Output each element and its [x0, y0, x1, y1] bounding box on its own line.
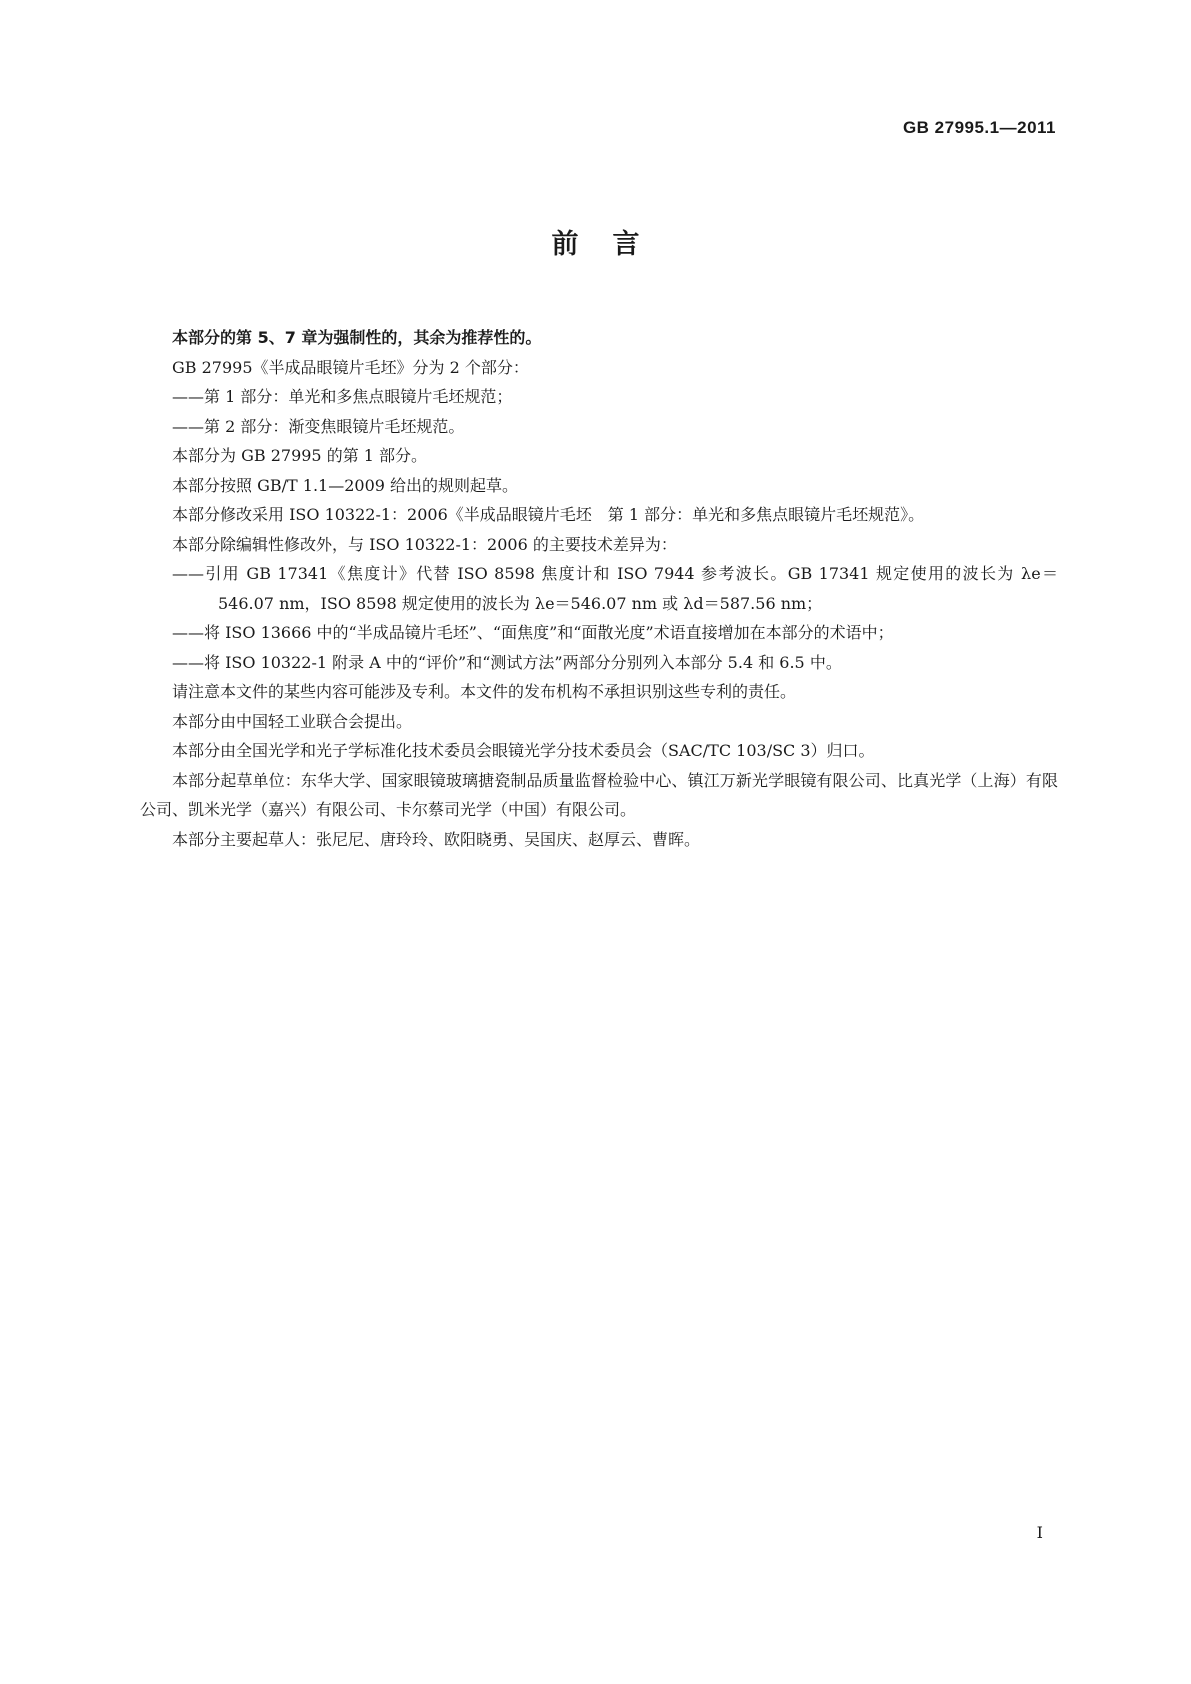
list-item-difference-3: ——将 ISO 10322-1 附录 A 中的“评价”和“测试方法”两部分分别列入本部分 5.4 和 6.5 中。 [172, 652, 842, 672]
paragraph-technical-committee: 本部分由全国光学和光子学标准化技术委员会眼镜光学分技术委员会（SAC/TC 103/SC 3）归口。 [172, 741, 875, 760]
paragraph-adoption: 本部分修改采用 ISO 10322-1：2006《半成品眼镜片毛坯 第 1 部分：单光和多焦点眼镜片毛坯规范》。 [172, 505, 925, 524]
page-title: 前言 [551, 229, 674, 260]
list-item-part-1: ——第 1 部分：单光和多焦点眼镜片毛坯规范； [172, 387, 513, 406]
list-item-part-2: ——第 2 部分：渐变焦眼镜片毛坯规范。 [172, 416, 465, 436]
list-item-difference-2: ——将 ISO 13666 中的“半成品镜片毛坯”、“面焦度”和“面散光度”术语直接增加在本部分的术语中； [172, 623, 894, 642]
paragraph-drafting-rules: 本部分按照 GB/T 1.1—2009 给出的规则起草。 [172, 475, 519, 495]
list-item-difference-1: ——引用 GB 17341《焦度计》代替 ISO 8598 焦度计和 ISO 7944 参考波长。GB 17341 规定使用的波长为 λe＝546.07 nm，ISO 8598 规定使用的波长为 λe＝546.07 nm 或 λd＝587.56 nm； [172, 564, 1058, 613]
foreword-body [140, 323, 1058, 854]
paragraph-proposer: 本部分由中国轻工业联合会提出。 [172, 711, 413, 731]
page-number: I [1036, 1523, 1043, 1542]
paragraph-drafting-organizations: 本部分起草单位：东华大学、国家眼镜玻璃搪瓷制品质量监督检验中心、镇江万新光学眼镜有限公司、比真光学（上海）有限公司、凯米光学（嘉兴）有限公司、卡尔蔡司光学（中国）有限公司。 [140, 770, 1058, 819]
paragraph-patent-notice: 请注意本文件的某些内容可能涉及专利。本文件的发布机构不承担识别这些专利的责任。 [172, 682, 797, 701]
paragraph-drafters: 本部分主要起草人：张尼尼、唐玲玲、欧阳晓勇、吴国庆、赵厚云、曹晖。 [172, 829, 701, 849]
paragraph-part-identity: 本部分为 GB 27995 的第 1 部分。 [172, 446, 428, 465]
standard-code: GB 27995.1—2011 [902, 118, 1056, 137]
mandatory-clause-statement: 本部分的第 5、7 章为强制性的，其余为推荐性的。 [172, 328, 542, 347]
paragraph-differences-intro: 本部分除编辑性修改外，与 ISO 10322-1：2006 的主要技术差异为： [172, 534, 677, 554]
paragraph-parts-overview: GB 27995《半成品眼镜片毛坯》分为 2 个部分： [172, 357, 529, 377]
